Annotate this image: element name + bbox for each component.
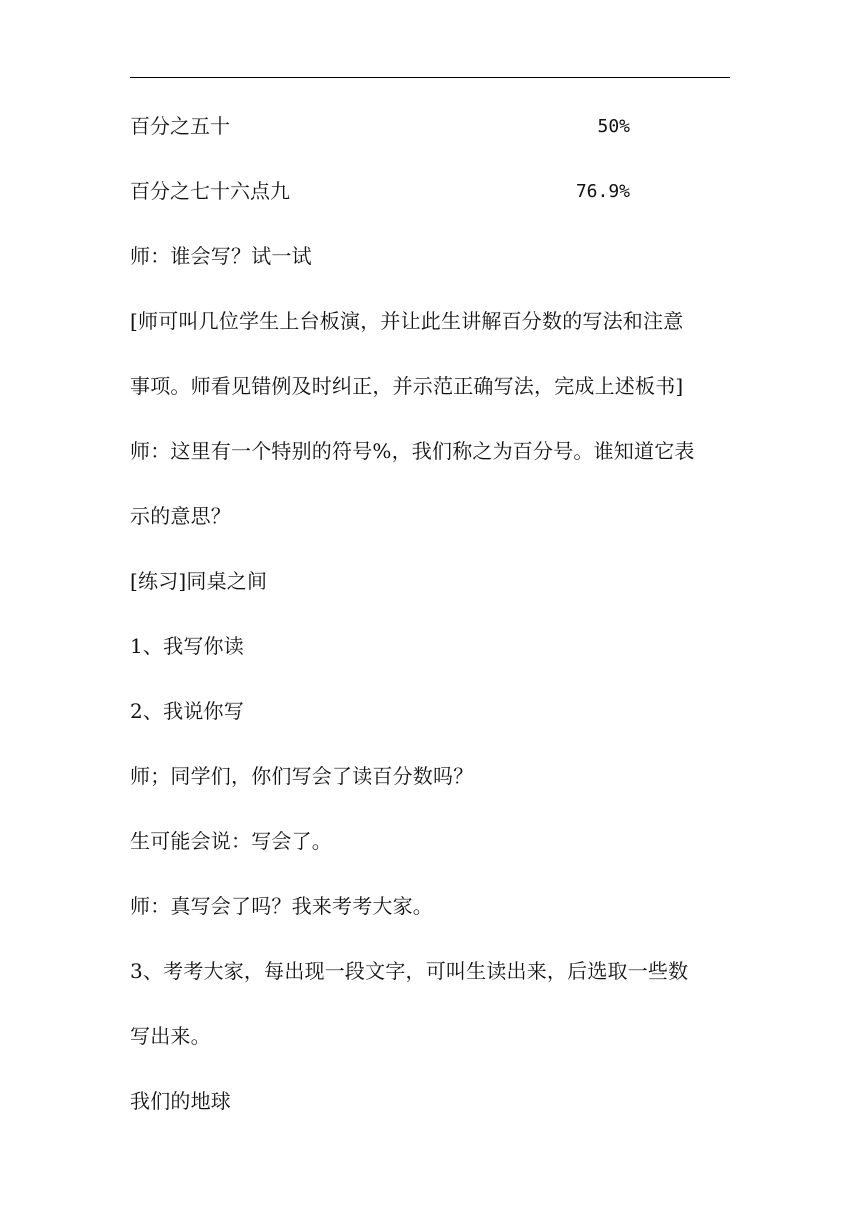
paragraph-line: [师可叫几位学生上台板演，并让此生讲解百分数的写法和注意 — [130, 309, 684, 333]
percent-reading: 百分之五十 — [130, 114, 230, 138]
percent-row-seventy-six-point-nine — [130, 173, 730, 210]
header-rule — [130, 77, 730, 78]
percent-row-fifty — [130, 108, 730, 145]
paragraph-line: 3、考考大家，每出现一段文字，可叫生读出来，后选取一些数 — [130, 959, 689, 983]
percent-value: 50% — [597, 116, 630, 137]
practice-heading: [练习]同桌之间 — [130, 569, 268, 593]
paragraph-line: 师：这里有一个特别的符号%，我们称之为百分号。谁知道它表 — [130, 439, 695, 463]
practice-item-1: 1、我写你读 — [130, 634, 244, 658]
teacher-prompt-write: 师：谁会写？试一试 — [130, 244, 312, 268]
student-answer: 生可能会说：写会了。 — [130, 829, 332, 853]
percent-value: 76.9% — [575, 181, 630, 202]
percent-reading: 百分之七十六点九 — [130, 179, 290, 203]
teacher-question: 师；同学们，你们写会了读百分数吗？ — [130, 764, 474, 788]
section-title-our-earth: 我们的地球 — [130, 1089, 231, 1113]
paragraph-line: 事项。师看见错例及时纠正，并示范正确写法，完成上述板书] — [130, 374, 684, 398]
practice-item-2: 2、我说你写 — [130, 699, 244, 723]
board-demo-note — [130, 303, 730, 405]
practice-item-3 — [130, 953, 730, 1055]
teacher-challenge: 师：真写会了吗？我来考考大家。 — [130, 894, 433, 918]
paragraph-line: 示的意思？ — [130, 504, 231, 528]
percent-sign-question — [130, 433, 730, 535]
paragraph-line: 写出来。 — [130, 1024, 211, 1048]
document-body — [130, 108, 730, 1148]
